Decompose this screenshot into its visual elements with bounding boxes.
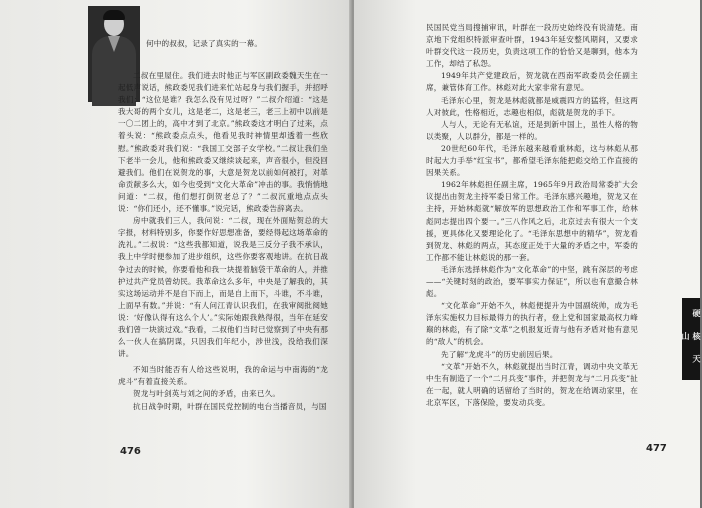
- photo-hair: [103, 10, 125, 20]
- paragraph: 先了解“龙虎斗”的历史前因后果。: [441, 349, 558, 359]
- paragraph: 二叔在里屋住。我们进去时他正与军区副政委魏天生在一起低声说话，熊政委见我们进来忙站起身与我们握手，并招呼我们：“这位是谁？我怎么没有见过呀？”二叔介绍道：“这是我大哥的两个女儿，这是老二，这是老三，老三上初中以前是一〇二团上的，高中才到了北京。”熊政委这才明白了过来，点着头说：“熊政委点点头，他看见我时神情里却透着一些欣慰。”熊政委对我们说：“我国工交部子女学校。”二叔让我们坐下老半一会儿，他和熊政委又继续谈起来，声音很小，但没回避我们。他们在说贺龙的事，大意是贺龙以前如何被打，对革命贡献多么大，如今也受到“文化大革命”冲击的事。我悄悄地问道：“二叔，他们想打倒贺老总了？”二叔沉重地点点头说：“你们还小，还不懂事。”说完话，熊政委告辞离去。: [118, 71, 328, 214]
- chapter-side-tab: 硬 核 天 山: [682, 298, 700, 380]
- paragraph: 1949年共产党建政后，贺龙就在西南军政委员会任副主席，兼管体育工作。林彪对此大家非常有意见。: [426, 71, 638, 93]
- left-body-text: [118, 70, 328, 413]
- left-intro-text: [146, 38, 324, 50]
- right-body-text: [426, 22, 638, 409]
- paragraph: 贺龙与叶剑英与刘之间的矛盾，由来已久。: [133, 389, 281, 399]
- paragraph: 毛泽东选择林彪作为“文化革命”的中坚，跳有深层的考虑——“关键时刻的政治，要军事实力保证”，所以也有意撮合林彪。: [426, 264, 638, 299]
- paragraph: “文化革命”开始不久，林彪便提升为中国副统帅，成为毛泽东实施权力目标最得力的执行者，登上党和国家最高权力峰巅的林彪，有了除“文革”之机报复近青与他有矛盾对他有意见的“敌人”的机会。: [426, 301, 638, 347]
- paragraph: 毛泽东心里，贺龙是林彪就都是威震四方的猛将，但这两人对彼此，性格相近，志趣也相似，彪就是贺龙的手下。: [426, 95, 638, 117]
- paragraph: 民国民党当局搜捕审讯，叶群在一段历史始终没有说清楚。南京地下党组织特派审查叶群，1943年延安整风期间，又要求叶群交代这一段历史，负责这项工作的恰恰又是聊到，他本为工作，却结了私怨。: [426, 23, 638, 69]
- paragraph: 1962年林彪担任副主席，1965年9月政治局常委扩大会议提出由贺龙主持军委日常工作。毛泽东感兴趣地，贺龙又在主持，开始林彪就“解放军的思想政治工作和军事工作，给林彪同志提出四个要一。”三八作风之后，北京过去有很大一个支援，更具体化又要理论化了。“毛泽东思想中的精华”，贺龙看到贺龙、林彪的两点，其态度正处于大量的矛盾之中，军委的工作都不能让林彪说的那一套。: [426, 180, 638, 262]
- paragraph: 不知当时能否有人给这些说明，我的命运与中南海的“龙虎斗”有着直接关系。: [118, 365, 328, 387]
- intro-line: 何中的叔叔，记录了真实的一幕。: [146, 39, 263, 48]
- paragraph: “文革”开始不久，林彪就提出当时江青，调动中央文革无中生有制造了一个“二月兵变”事件，并把贺龙与“二月兵变”扯在一起，就人明确的话留给了当时的，贺龙在给调动家里，在北京军区，下落保险，要发动兵变。: [426, 361, 638, 407]
- paragraph: 抗日战争时期，叶群在国民党控制的电台当播音员，与国: [133, 401, 327, 411]
- page-number-right: 477: [646, 443, 667, 454]
- page-number-left: 476: [120, 446, 141, 457]
- paragraph: 房中就我们三人，我问说：“二叔，现在外面贴贺总的大字报，材料特别多，你要作好思想准备，要经得起这场革命的洗礼。”二叔说：“这些我都知道，说我是三反分子我不承认，我上中学时便参加了进步组织，这些你要客观地讲。在抗日战争过去的时候，你要看他和我一块提着脑袋干革命的人，并推护过共产党员曾幼民。我革命这么多年，中央是了解我的，其实这场运动并不是自下而上，而是自上而下，斗谁，不斗谁，上面早有数。”并说：“有人问江青认识我们，在我审阅批阅她说：‘好像认得有这么个人’。”实际她跟我熟得很，当年在延安我们曾一块演过戏。”我看，二叔他们当时已觉察到了中央有那么一伙人在搞阴谋，只因我们年纪小，涉世浅，没给我们深讲。: [118, 216, 328, 359]
- paragraph: 人与人，无论有无私谊，还是到新中国上，虽性人格的物以类聚，人以群分，都是一样的。: [426, 119, 638, 141]
- paragraph: 20世纪60年代，毛泽东越来越看重林彪，这与林彪从那时起大力手举“红宝书”，都希望毛泽东能把彪交给工作直接的因果关系。: [426, 143, 638, 178]
